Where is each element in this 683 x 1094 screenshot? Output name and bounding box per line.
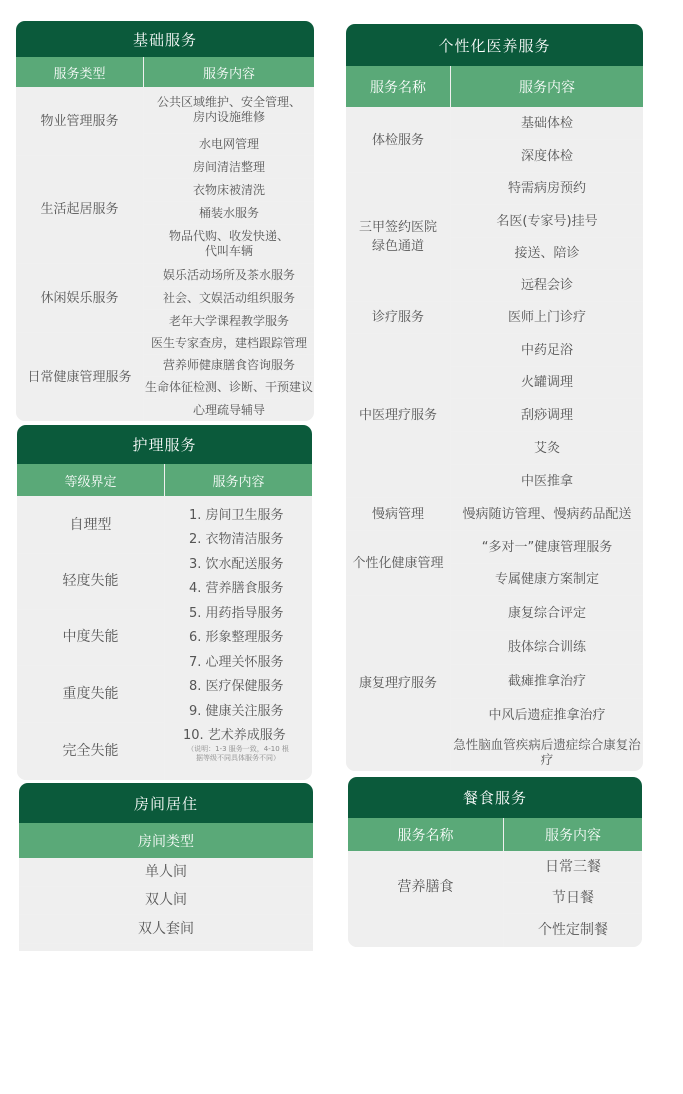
room-card (19, 783, 313, 951)
personal-item: 急性脑血管疾病后遗症综合康复治疗 (451, 733, 643, 771)
personal-item: 名医(专家号)挂号 (451, 205, 643, 237)
meal-item: 个性定制餐 (504, 914, 642, 947)
basic-item: 社会、文娱活动组织服务 (144, 287, 314, 309)
care-item: 6. 形象整理服务 (189, 630, 284, 645)
care-level: 完全失能 (17, 723, 164, 780)
care-item: 2. 衣物清洁服务 (189, 532, 284, 547)
basic-item: 房间清洁整理 (144, 156, 314, 178)
basic-item: 医生专家查房，建档跟踪管理 (144, 333, 314, 354)
personal-item: 中医推拿 (451, 465, 643, 497)
basic-item: 公共区域维护、安全管理、 房内设施维修 (144, 87, 314, 133)
meal-col-content-header: 服务内容 (504, 818, 642, 851)
care-col-level-header: 等级界定 (17, 464, 164, 496)
basic-col-content-header: 服务内容 (144, 57, 314, 87)
basic-services-title: 基础服务 (16, 21, 314, 57)
personal-name: 慢病管理 (346, 498, 450, 530)
personal-col-content-header: 服务内容 (451, 66, 643, 107)
personal-item: 特需病房预约 (451, 173, 643, 204)
care-level: 轻度失能 (17, 554, 164, 609)
care-items-panel (165, 497, 312, 780)
personal-item: 深度体检 (451, 140, 643, 172)
personal-col-name-header: 服务名称 (346, 66, 450, 107)
basic-item: 生命体征检测、诊断、干预建议 (144, 377, 314, 398)
personal-name: 体检服务 (346, 108, 450, 172)
meal-item: 节日餐 (504, 883, 642, 913)
personal-item: 中风后遗症推拿治疗 (451, 699, 643, 732)
care-services-title: 护理服务 (17, 425, 312, 464)
meal-name: 营养膳食 (348, 852, 503, 947)
basic-services-card (16, 21, 314, 421)
meal-title: 餐食服务 (348, 777, 642, 818)
personal-name: 个性化健康管理 (346, 531, 450, 595)
room-title: 房间居住 (19, 783, 313, 823)
room-type: 双人套间 (19, 915, 313, 943)
care-item: 4. 营养膳食服务 (189, 581, 284, 596)
personal-name: 康复理疗服务 (346, 596, 450, 771)
basic-item: 衣物床被清洗 (144, 179, 314, 201)
care-note: （说明：1-3 服务一致，4-10 根 据等级不同具体服务不同） (187, 745, 289, 762)
room-col-header: 房间类型 (19, 823, 313, 858)
personal-item: 肢体综合训练 (451, 631, 643, 664)
personal-name: 三甲签约医院 绿色通道 (346, 173, 450, 301)
care-level: 中度失能 (17, 610, 164, 665)
meal-item: 日常三餐 (504, 852, 642, 882)
personal-item: 远程会诊 (451, 270, 643, 301)
basic-type-property: 物业管理服务 (16, 87, 143, 155)
personal-item: 康复综合评定 (451, 596, 643, 630)
basic-item: 老年大学课程教学服务 (144, 310, 314, 332)
personal-item: 刮痧调理 (451, 399, 643, 431)
basic-type-health: 日常健康管理服务 (16, 333, 143, 421)
basic-type-leisure: 休闲娱乐服务 (16, 264, 143, 332)
personal-item: 中药足浴 (451, 334, 643, 366)
care-level: 重度失能 (17, 666, 164, 722)
basic-type-living: 生活起居服务 (16, 156, 143, 263)
care-col-content-header: 服务内容 (165, 464, 312, 496)
room-type: 单人间 (19, 859, 313, 886)
personal-item: 基础体检 (451, 108, 643, 139)
basic-item: 娱乐活动场所及茶水服务 (144, 264, 314, 286)
personal-item: 慢病随访管理、慢病药品配送 (451, 498, 643, 530)
personal-title: 个性化医养服务 (346, 24, 643, 66)
care-item: 7. 心理关怀服务 (189, 655, 284, 670)
basic-item: 营养师健康膳食咨询服务 (144, 355, 314, 376)
room-type: 双人间 (19, 887, 313, 914)
basic-item: 物品代购、收发快递、 代叫车辆 (144, 225, 314, 263)
personal-item: 艾灸 (451, 432, 643, 464)
personal-item: 接送、陪诊 (451, 238, 643, 269)
meal-col-name-header: 服务名称 (348, 818, 503, 851)
personal-item: “多对一”健康管理服务 (451, 531, 643, 563)
care-level: 自理型 (17, 497, 164, 553)
basic-item: 水电网管理 (144, 134, 314, 155)
basic-col-type-header: 服务类型 (16, 57, 143, 87)
care-services-card (17, 425, 312, 780)
care-item: 8. 医疗保健服务 (189, 679, 284, 694)
basic-item: 桶装水服务 (144, 202, 314, 224)
care-item: 3. 饮水配送服务 (189, 557, 284, 572)
care-item: 10. 艺术养成服务 (183, 728, 286, 743)
care-item: 1. 房间卫生服务 (189, 508, 284, 523)
care-item: 5. 用药指导服务 (189, 606, 284, 621)
personal-name: 诊疗服务 (346, 302, 450, 333)
basic-item: 心理疏导辅导 (144, 399, 314, 421)
personal-item: 火罐调理 (451, 367, 643, 398)
personal-card (346, 24, 643, 771)
personal-item: 医师上门诊疗 (451, 302, 643, 333)
room-type-empty (19, 944, 313, 951)
meal-card (348, 777, 642, 947)
personal-name: 中医理疗服务 (346, 334, 450, 497)
personal-item: 截瘫推拿治疗 (451, 665, 643, 698)
personal-item: 专属健康方案制定 (451, 564, 643, 595)
care-item: 9. 健康关注服务 (189, 704, 284, 719)
